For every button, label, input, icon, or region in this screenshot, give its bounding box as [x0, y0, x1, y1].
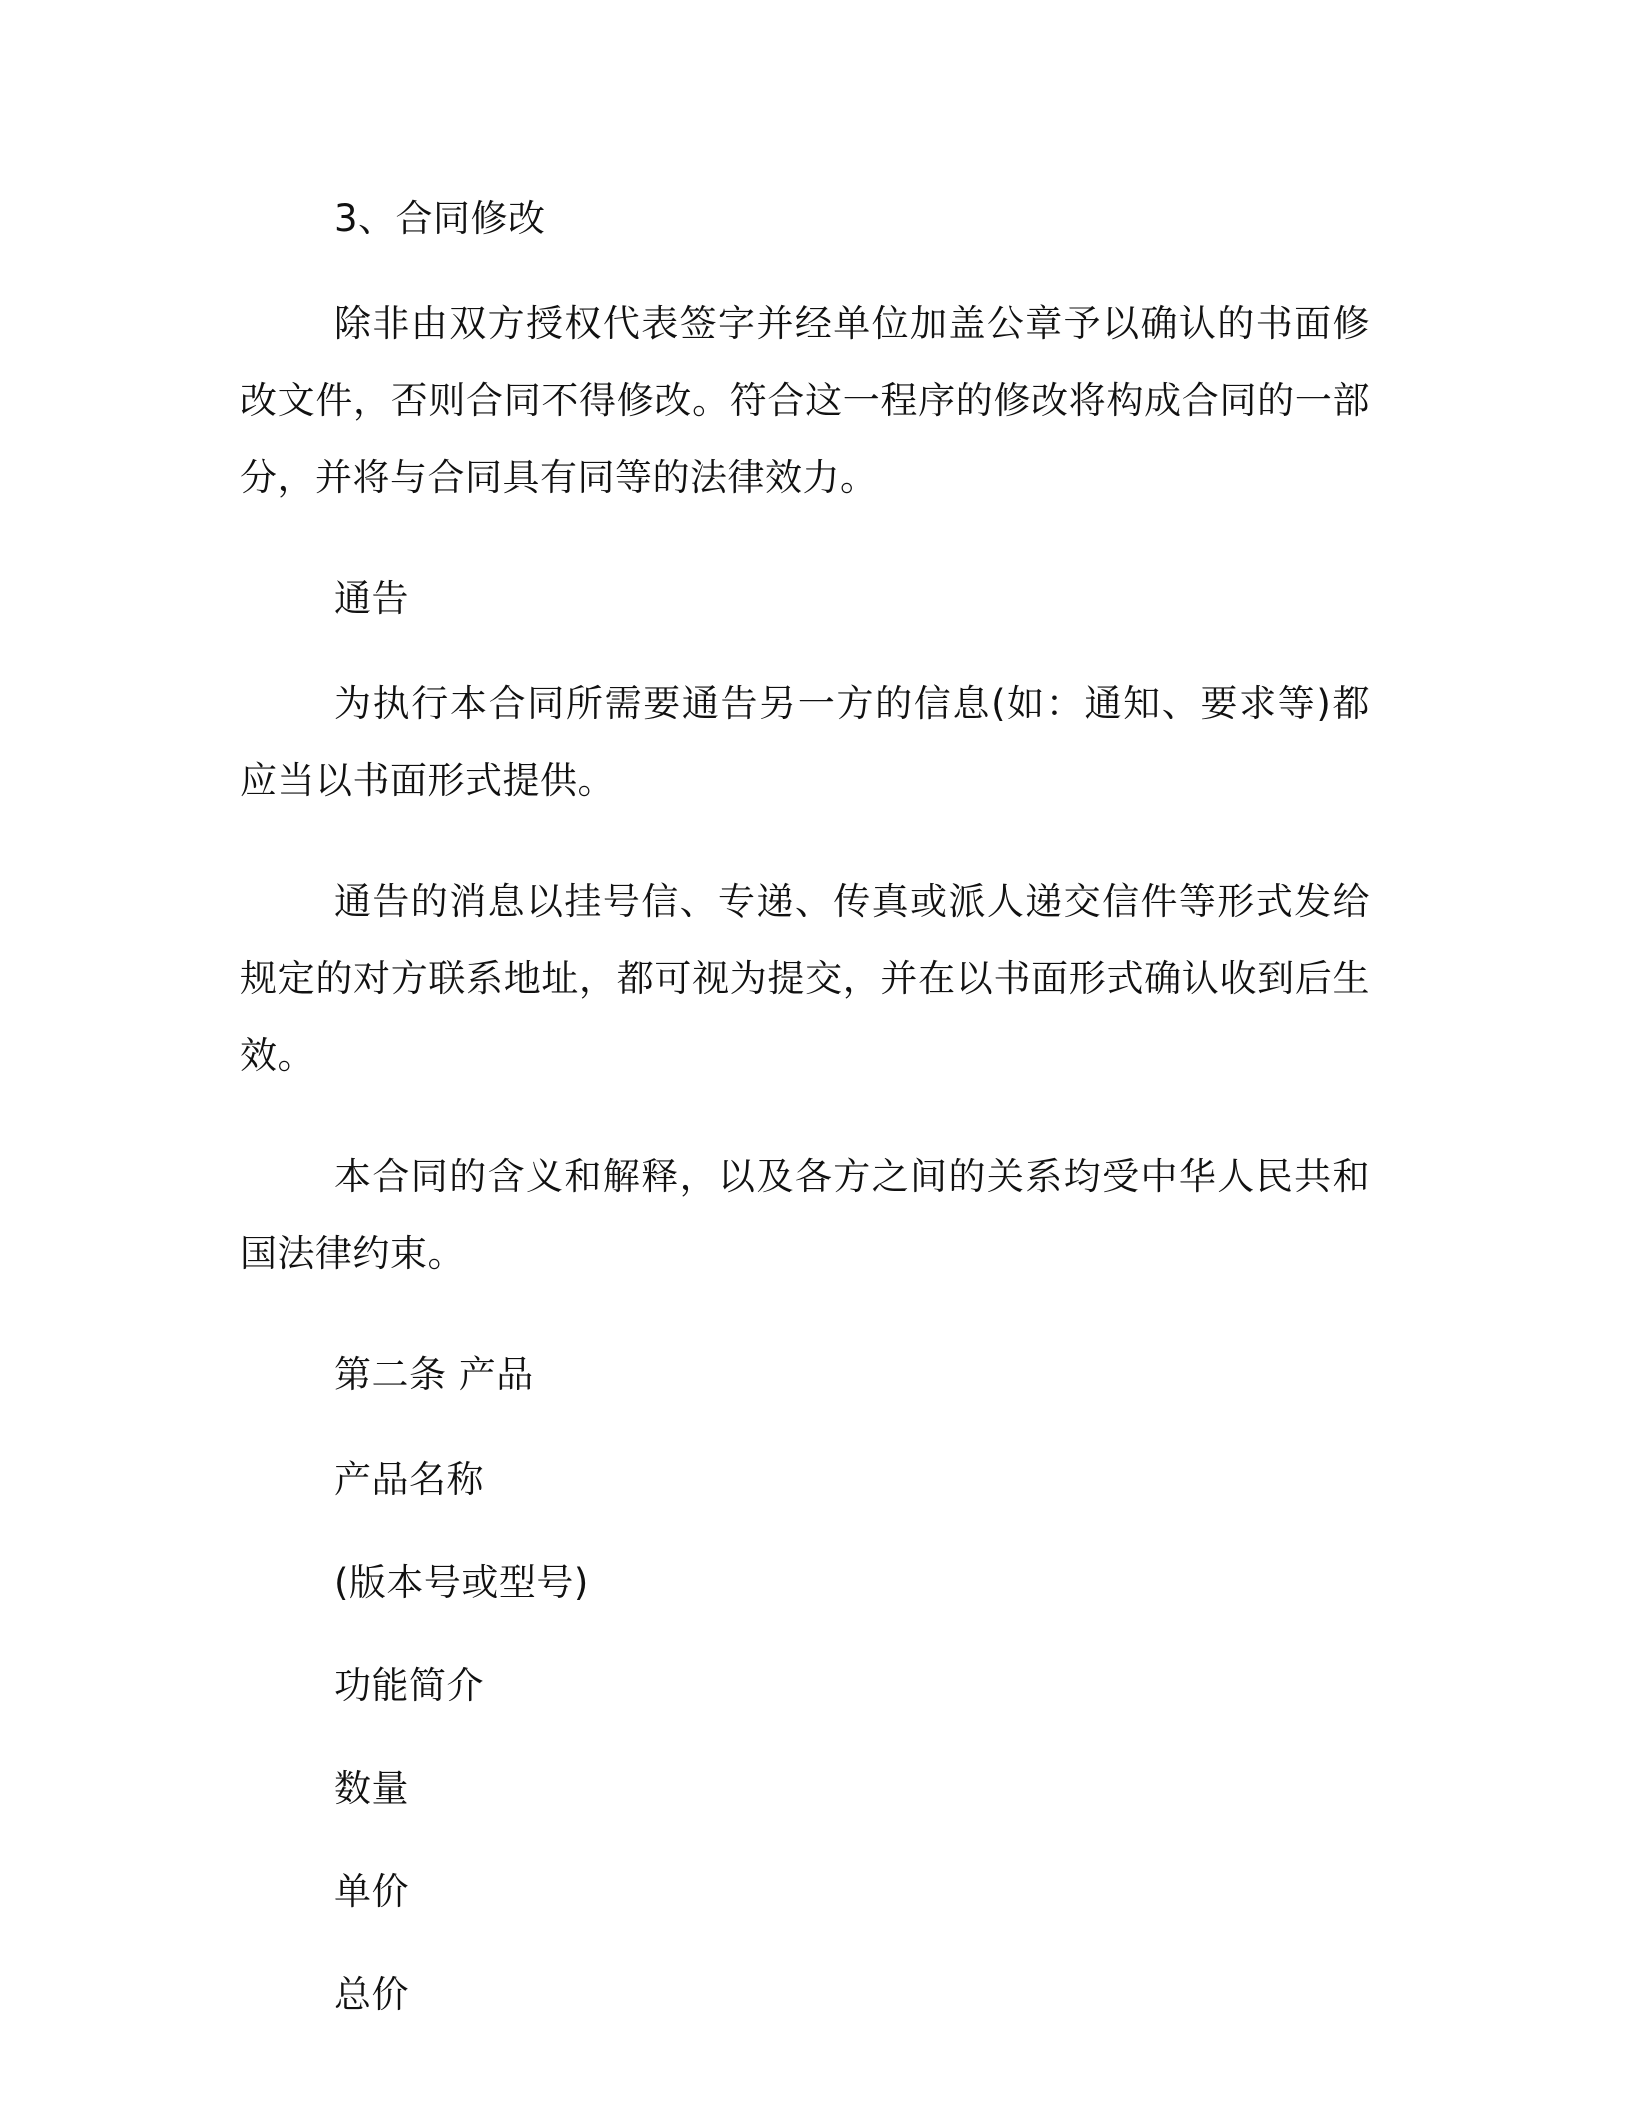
item-product-name: 产品名称: [334, 1458, 484, 1501]
para-modification-body: 除非由双方授权代表签字并经单位加盖公章予以确认的书面修改文件，否则合同不得修改。符合这一程序的修改将构成合同的一部分，并将与合同具有同等的法律效力。: [240, 302, 1370, 499]
para-notice-delivery: 通告的消息以挂号信、专递、传真或派人递交信件等形式发给规定的对方联系地址，都可视为提交，并在以书面形式确认收到后生效。: [240, 880, 1370, 1077]
item-unit-price: 单价: [334, 1870, 409, 1913]
para-governing-law: 本合同的含义和解释，以及各方之间的关系均受中华人民共和国法律约束。: [240, 1155, 1370, 1275]
heading-notice: 通告: [334, 577, 409, 620]
item-quantity: 数量: [334, 1767, 409, 1810]
heading-contract-modification: 3、合同修改: [334, 197, 546, 240]
heading-article-two: 第二条 产品: [334, 1353, 534, 1396]
item-function: 功能简介: [334, 1664, 484, 1707]
document-body: [240, 180, 1370, 2059]
item-version: (版本号或型号): [334, 1561, 589, 1604]
para-notice-form: 为执行本合同所需要通告另一方的信息(如：通知、要求等)都应当以书面形式提供。: [240, 682, 1370, 802]
item-total-price: 总价: [334, 1973, 409, 2016]
